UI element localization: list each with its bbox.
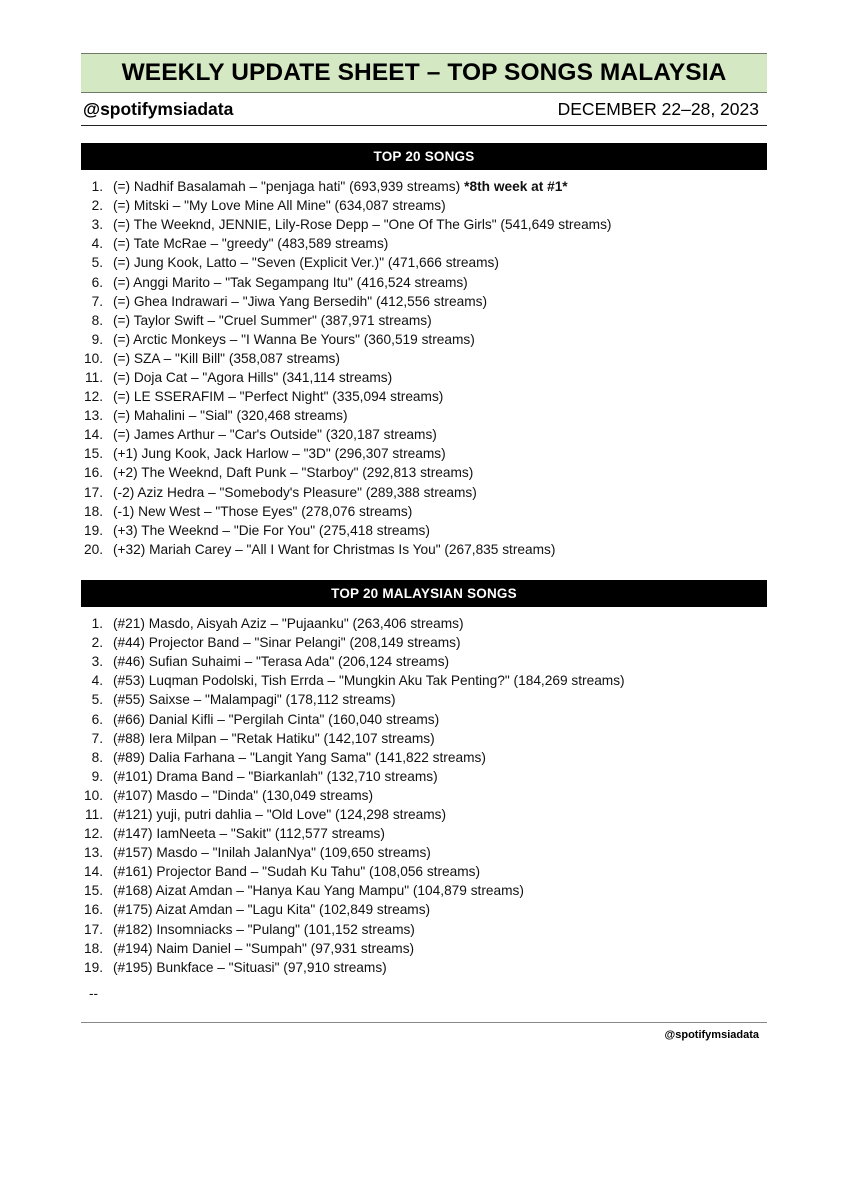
list-item (81, 939, 781, 958)
rank-number: 12 . (81, 389, 103, 404)
song-entry: (#53) Luqman Podolski, Tish Errda – "Mungkin Aku Tak Penting?" (184,269 streams) (113, 673, 625, 689)
list-item (81, 805, 781, 824)
list-item (81, 483, 781, 502)
song-entry: (=) Arctic Monkeys – "I Wanna Be Yours" (360,519 streams) (113, 331, 475, 347)
song-entry: (=) Anggi Marito – "Tak Segampang Itu" (416,524 streams) (113, 274, 468, 290)
song-entry: (+3) The Weeknd – "Die For You" (275,418 streams) (113, 522, 430, 538)
rank-number: 15 . (81, 446, 103, 461)
list-item (81, 215, 781, 234)
song-entry: (=) LE SSERAFIM – "Perfect Night" (335,094 streams) (113, 389, 444, 405)
list-item (81, 349, 781, 368)
list-item (81, 196, 781, 215)
rank-number: 5 . (81, 255, 103, 270)
song-entry: (=) Jung Kook, Latto – "Seven (Explicit Ver.)" (471,666 streams) (113, 255, 499, 271)
song-entry: (=) James Arthur – "Car's Outside" (320,187 streams) (113, 427, 437, 443)
rank-number: 10 . (81, 351, 103, 366)
song-entry: (#88) Iera Milpan – "Retak Hatiku" (142,107 streams) (113, 730, 435, 746)
list-item (81, 920, 781, 939)
rank-number: 16 . (81, 902, 103, 917)
rank-number: 10 . (81, 788, 103, 803)
rank-number: 11 . (81, 370, 103, 385)
top-songs-list (81, 177, 781, 559)
song-entry: (=) Mahalini – "Sial" (320,468 streams) (113, 408, 348, 424)
date-range: DECEMBER 22–28, 2023 (557, 99, 759, 119)
rank-number: 18 . (81, 941, 103, 956)
rank-number: 4 . (81, 673, 103, 688)
song-entry: (#182) Insomniacks – "Pulang" (101,152 streams) (113, 921, 415, 937)
list-item (81, 881, 781, 900)
song-entry: (#89) Dalia Farhana – "Langit Yang Sama" (141,822 streams) (113, 749, 486, 765)
song-entry: (#55) Saixse – "Malampagi" (178,112 streams) (113, 692, 396, 708)
rank-number: 2 . (81, 635, 103, 650)
song-entry: (+1) Jung Kook, Jack Harlow – "3D" (296,307 streams) (113, 446, 446, 462)
header-divider (81, 125, 767, 126)
rank-number: 8 . (81, 750, 103, 765)
rank-number: 1 . (81, 179, 103, 194)
song-entry: (#157) Masdo – "Inilah JalanNya" (109,650 streams) (113, 845, 431, 861)
rank-number: 8 . (81, 313, 103, 328)
rank-number: 14 . (81, 427, 103, 442)
top-songs-heading: TOP 20 SONGS (373, 149, 475, 164)
song-entry: (#195) Bunkface – "Situasi" (97,910 streams) (113, 959, 387, 975)
list-item (81, 272, 781, 291)
rank-number: 20 . (81, 542, 103, 557)
list-item (81, 824, 781, 843)
song-entry: (=) The Weeknd, JENNIE, Lily-Rose Depp – "One Of The Girls" (541,649 streams) (113, 217, 612, 233)
list-item (81, 292, 781, 311)
song-entry: (=) Tate McRae – "greedy" (483,589 streams) (113, 236, 389, 252)
list-item (81, 709, 781, 728)
rank-number: 17 . (81, 922, 103, 937)
rank-number: 9 . (81, 332, 103, 347)
list-item (81, 729, 781, 748)
rank-number: 3 . (81, 217, 103, 232)
list-item (81, 463, 781, 482)
song-entry: (-1) New West – "Those Eyes" (278,076 streams) (113, 503, 413, 519)
song-entry: (+32) Mariah Carey – "All I Want for Christmas Is You" (267,835 streams) (113, 541, 556, 557)
streak-note: *8th week at #1* (464, 179, 568, 195)
list-item (81, 444, 781, 463)
rank-number: 14 . (81, 864, 103, 879)
list-item (81, 671, 781, 690)
song-entry: (#101) Drama Band – "Biarkanlah" (132,710 streams) (113, 768, 438, 784)
list-item (81, 540, 781, 559)
list-item (81, 521, 781, 540)
rank-number: 17 . (81, 485, 103, 500)
list-item (81, 786, 781, 805)
list-item (81, 767, 781, 786)
footer-handle: @spotifymsiadata (664, 1029, 759, 1041)
rank-number: 3 . (81, 654, 103, 669)
list-item (81, 633, 781, 652)
rank-number: 12 . (81, 826, 103, 841)
top-songs-heading-bar (81, 143, 767, 170)
song-entry: (#175) Aizat Amdan – "Lagu Kita" (102,849 streams) (113, 902, 431, 918)
list-item (81, 425, 781, 444)
rank-number: 7 . (81, 731, 103, 746)
rank-number: 11 . (81, 807, 103, 822)
list-item (81, 177, 781, 196)
malaysian-songs-heading-bar (81, 580, 767, 607)
song-entry: (#121) yuji, putri dahlia – "Old Love" (124,298 streams) (113, 806, 447, 822)
rank-number: 13 . (81, 845, 103, 860)
list-item (81, 900, 781, 919)
song-entry: (#46) Sufian Suhaimi – "Terasa Ada" (206,124 streams) (113, 654, 450, 670)
list-item (81, 387, 781, 406)
list-trailer: -- (89, 986, 98, 1001)
rank-number: 18 . (81, 504, 103, 519)
rank-number: 2 . (81, 198, 103, 213)
song-entry: (#168) Aizat Amdan – "Hanya Kau Yang Mampu" (104,879 streams) (113, 883, 524, 899)
rank-number: 6 . (81, 275, 103, 290)
malaysian-songs-list (81, 614, 781, 977)
song-entry: (+2) The Weeknd, Daft Punk – "Starboy" (292,813 streams) (113, 465, 474, 481)
list-item (81, 406, 781, 425)
list-item (81, 311, 781, 330)
song-entry: (#66) Danial Kifli – "Pergilah Cinta" (160,040 streams) (113, 711, 440, 727)
song-entry: (#44) Projector Band – "Sinar Pelangi" (208,149 streams) (113, 635, 461, 651)
song-entry: (=) Doja Cat – "Agora Hills" (341,114 streams) (113, 369, 393, 385)
list-item (81, 253, 781, 272)
rank-number: 9 . (81, 769, 103, 784)
list-item (81, 862, 781, 881)
list-item (81, 330, 781, 349)
song-entry: (=) Ghea Indrawari – "Jiwa Yang Bersedih" (412,556 streams) (113, 293, 488, 309)
song-entry: (=) Taylor Swift – "Cruel Summer" (387,971 streams) (113, 312, 432, 328)
rank-number: 16 . (81, 465, 103, 480)
song-entry: (=) SZA – "Kill Bill" (358,087 streams) (113, 350, 340, 366)
song-entry: (=) Nadhif Basalamah – "penjaga hati" (693,939 streams) (113, 179, 461, 195)
song-entry: (#21) Masdo, Aisyah Aziz – "Pujaanku" (263,406 streams) (113, 616, 464, 632)
song-entry: (#107) Masdo – "Dinda" (130,049 streams) (113, 787, 374, 803)
list-item (81, 502, 781, 521)
rank-number: 19 . (81, 523, 103, 538)
list-item (81, 748, 781, 767)
rank-number: 6 . (81, 712, 103, 727)
song-entry: (#161) Projector Band – "Sudah Ku Tahu" (108,056 streams) (113, 864, 481, 880)
title-banner (81, 53, 767, 93)
list-item (81, 652, 781, 671)
list-item (81, 690, 781, 709)
song-entry: (#194) Naim Daniel – "Sumpah" (97,931 streams) (113, 940, 415, 956)
rank-number: 1 . (81, 616, 103, 631)
list-item (81, 958, 781, 977)
footer-divider (81, 1022, 767, 1023)
page-title: WEEKLY UPDATE SHEET – TOP SONGS MALAYSIA (121, 59, 727, 86)
rank-number: 15 . (81, 883, 103, 898)
song-entry: (-2) Aziz Hedra – "Somebody's Pleasure" (289,388 streams) (113, 484, 477, 500)
rank-number: 7 . (81, 294, 103, 309)
list-item (81, 843, 781, 862)
malaysian-songs-heading: TOP 20 MALAYSIAN SONGS (331, 586, 517, 601)
song-entry: (#147) IamNeeta – "Sakit" (112,577 streams) (113, 826, 385, 842)
list-item (81, 614, 781, 633)
account-handle: @spotifymsiadata (83, 99, 234, 119)
song-entry: (=) Mitski – "My Love Mine All Mine" (634,087 streams) (113, 198, 446, 214)
rank-number: 4 . (81, 236, 103, 251)
list-item (81, 368, 781, 387)
rank-number: 5 . (81, 692, 103, 707)
list-item (81, 234, 781, 253)
rank-number: 19 . (81, 960, 103, 975)
rank-number: 13 . (81, 408, 103, 423)
